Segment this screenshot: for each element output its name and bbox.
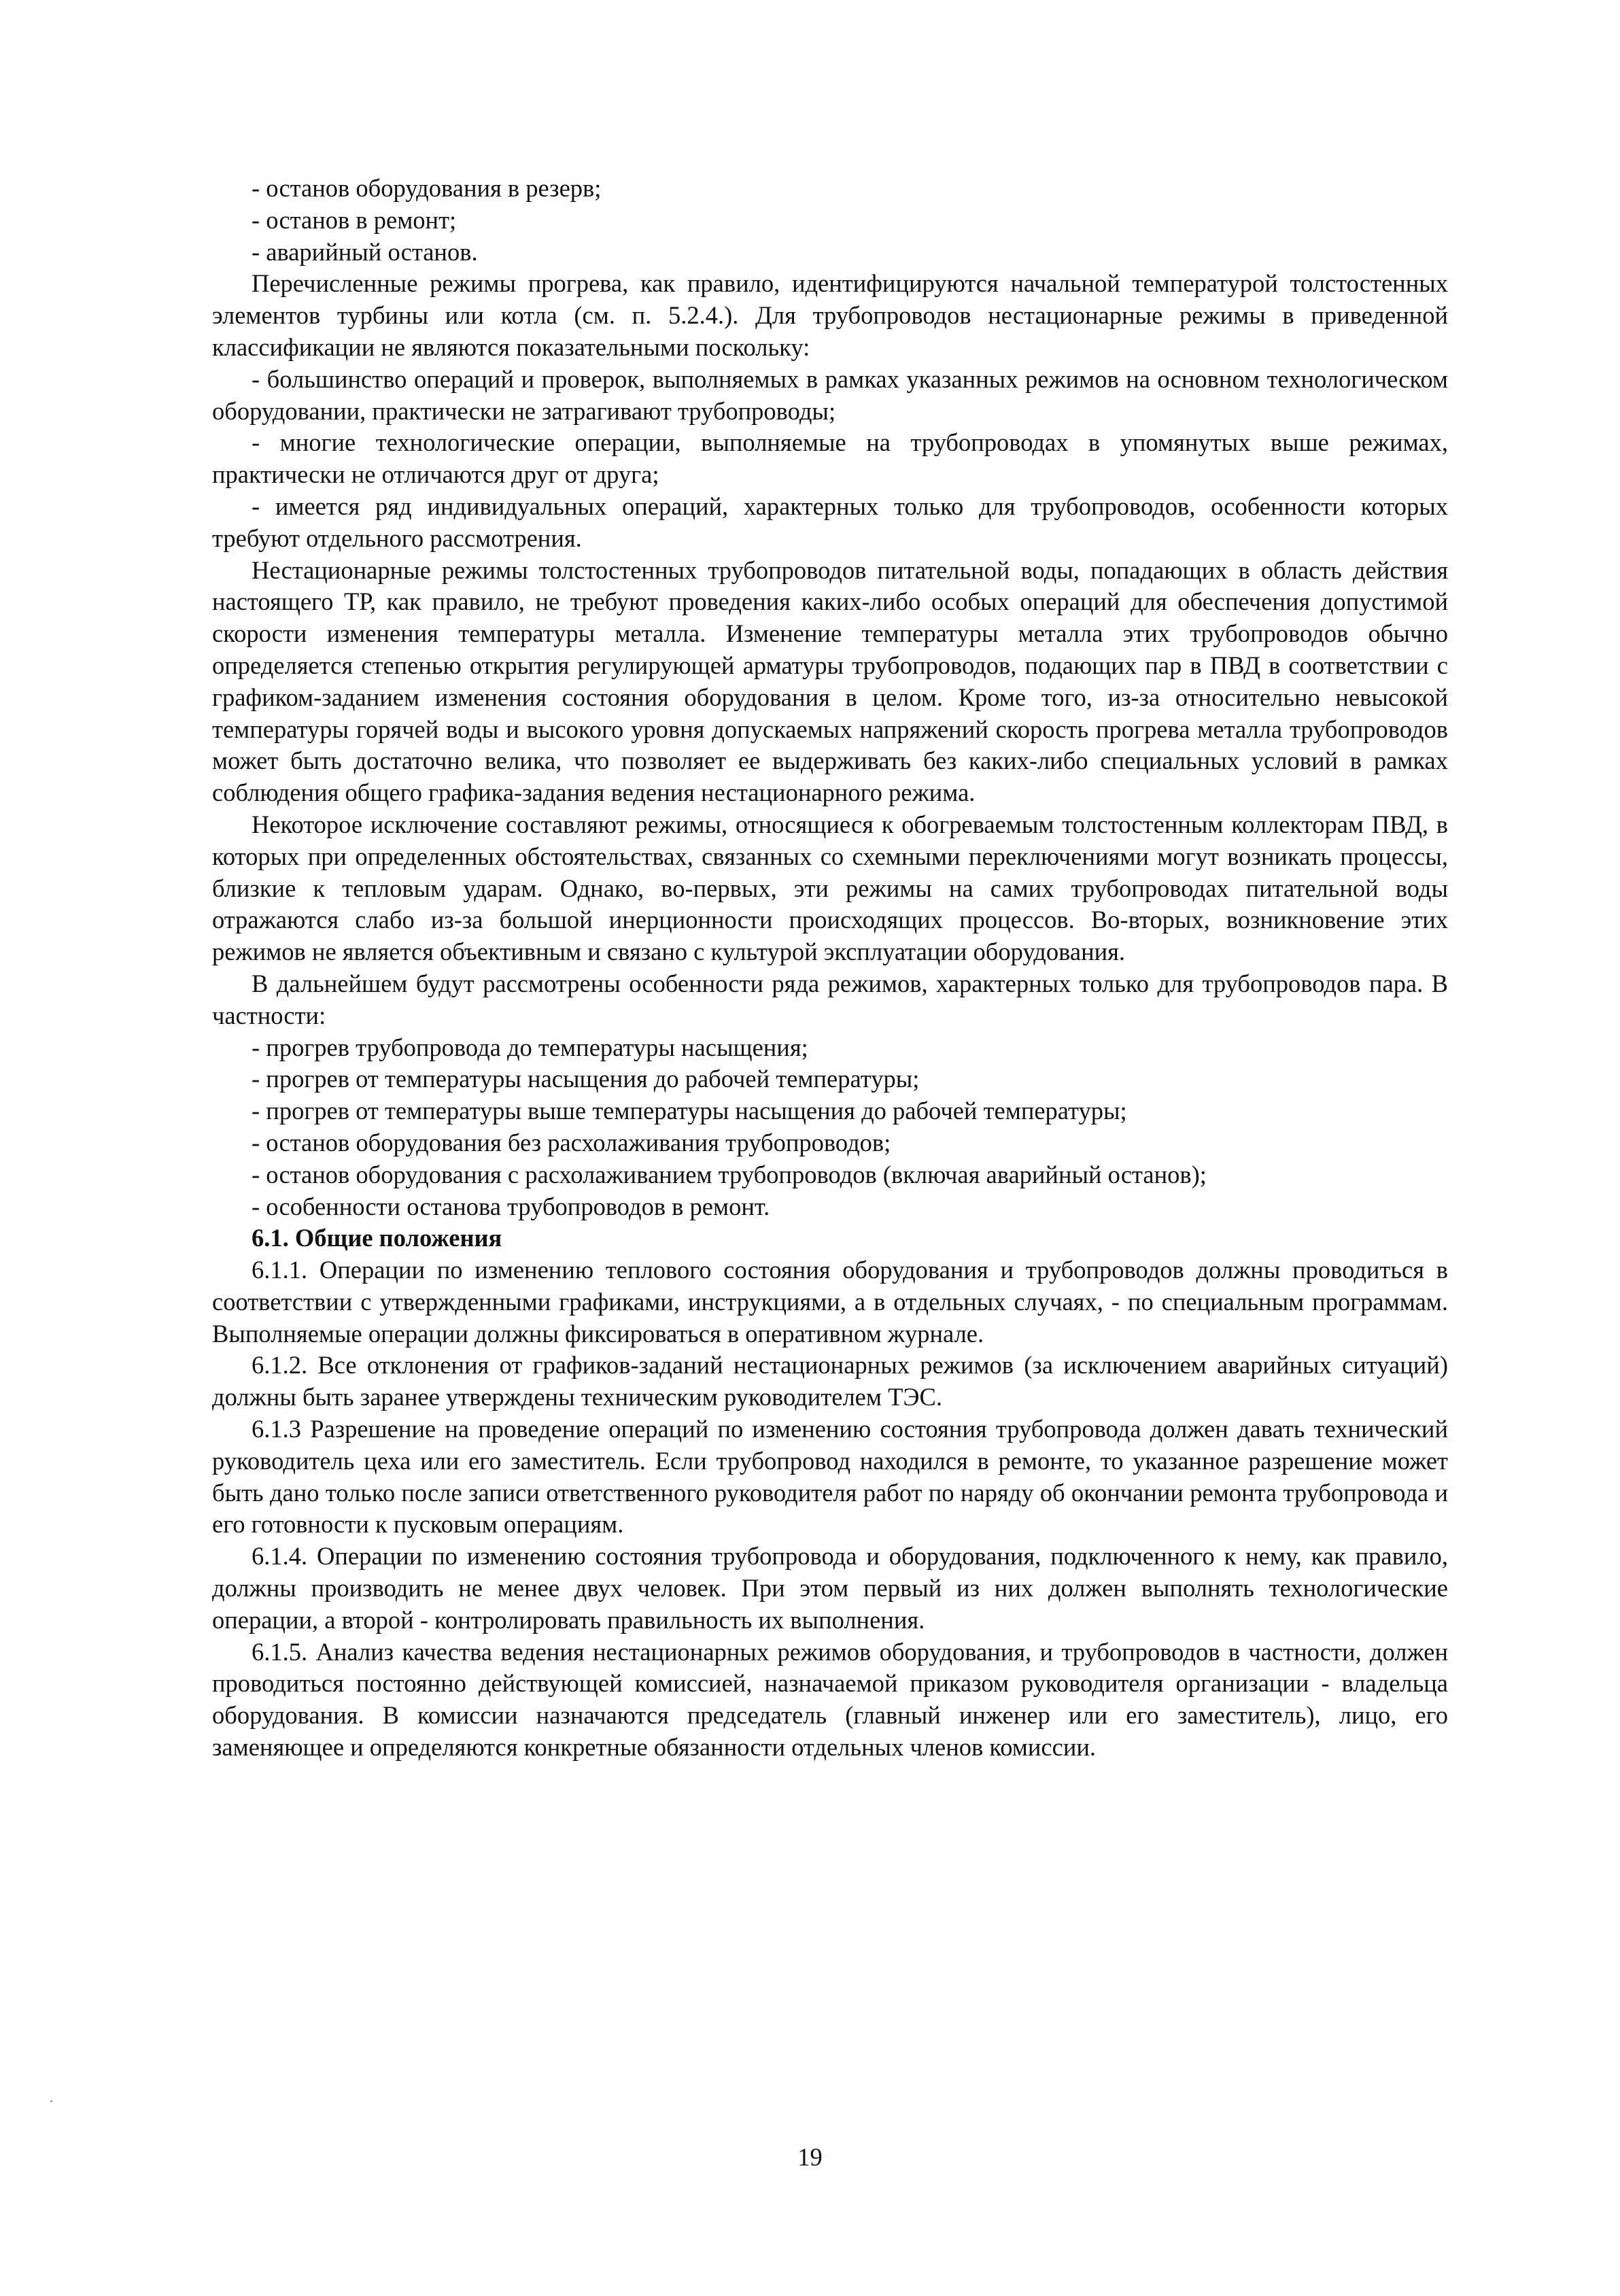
list-item: - имеется ряд индивидуальных операций, характерных только для трубопроводов, особенности которых требуют отдельного рассмотрения.: [212, 492, 1448, 552]
list-item: - большинство операций и проверок, выполняемых в рамках указанных режимов на основном технологическом оборудовании, практически не затрагивают трубопроводы;: [212, 364, 1448, 425]
list-item: - останов оборудования без расхолаживания трубопроводов;: [252, 1128, 891, 1156]
list-item: - останов оборудования с расхолаживанием трубопроводов (включая аварийный останов);: [252, 1160, 1207, 1188]
body-paragraph: Нестационарные режимы толстостенных трубопроводов питательной воды, попадающих в область действия настоящего ТР, как правило, не требуют проведения каких-либо особых операций для обеспечения допустимой скорости изменения температуры металла. Изменение температуры металла этих трубопроводов обычно определяется степенью открытия регулирующей арматуры трубопроводов, подающих пар в ПВД в соответствии с графиком-заданием изменения состояния оборудования в целом. Кроме того, из-за относительно невысокой температуры горячей воды и высокого уровня допускаемых напряжений скорость прогрева металла трубопроводов может быть достаточно велика, что позволяет ее выдерживать без каких-либо специальных условий в рамках соблюдения общего графика-задания ведения нестационарного режима.: [212, 555, 1448, 807]
body-paragraph: Перечисленные режимы прогрева, как правило, идентифицируются начальной температурой толстостенных элементов турбины или котла (см. п. 5.2.4.). Для трубопроводов нестационарные режимы в приведенной классификации не являются показательными поскольку:: [212, 269, 1448, 361]
list-item: - останов в ремонт;: [252, 205, 457, 234]
clause-paragraph: 6.1.4. Операции по изменению состояния трубопровода и оборудования, подключенного к нему, как правило, должны производить не менее двух человек. При этом первый из них должен выполнять технологические операции, а второй - контролировать правильность их выполнения.: [212, 1542, 1448, 1634]
clause-paragraph: 6.1.2. Все отклонения от графиков-заданий нестационарных режимов (за исключением аварийных ситуаций) должны быть заранее утверждены техническим руководителем ТЭС.: [212, 1351, 1448, 1411]
list-item: - прогрев от температуры выше температуры насыщения до рабочей температуры;: [252, 1097, 1127, 1125]
list-item: - прогрев от температуры насыщения до рабочей температуры;: [252, 1065, 920, 1093]
clause-paragraph: 6.1.3 Разрешение на проведение операций по изменению состояния трубопровода должен давать технический руководитель цеха или его заместитель. Если трубопровод находился в ремонте, то указанное разрешение может быть дано только после записи ответственного руководителя работ по наряду об окончании ремонта трубопровода и его готовности к пусковым операциям.: [212, 1415, 1448, 1539]
section-heading: 6.1. Общие положения: [252, 1224, 502, 1252]
list-item: - особенности останова трубопроводов в ремонт.: [252, 1192, 770, 1220]
scan-speck: [50, 2100, 52, 2102]
list-item: - останов оборудования в резерв;: [252, 174, 602, 202]
body-paragraph: Некоторое исключение составляют режимы, относящиеся к обогреваемым толстостенным коллекторам ПВД, в которых при определенных обстоятельствах, связанных со схемными переключениями могут возникать процессы, близкие к тепловым ударам. Однако, во-первых, эти режимы на самих трубопроводах питательной воды отражаются слабо из-за большой инерционности происходящих процессов. Во-вторых, возникновение этих режимов не является объективным и связано с культурой эксплуатации оборудования.: [212, 810, 1448, 966]
list-item: - аварийный останов.: [252, 237, 478, 266]
clause-paragraph: 6.1.1. Операции по изменению теплового состояния оборудования и трубопроводов должны проводиться в соответствии с утвержденными графиками, инструкциями, а в отдельных случаях, - по специальным программам. Выполняемые операции должны фиксироваться в оперативном журнале.: [212, 1256, 1448, 1348]
page-body: [212, 173, 1448, 1764]
body-paragraph: В дальнейшем будут рассмотрены особенности ряда режимов, характерных только для трубопроводов пара. В частности:: [212, 969, 1448, 1029]
list-item: - многие технологические операции, выполняемые на трубопроводах в упомянутых выше режимах, практически не отличаются друг от друга;: [212, 428, 1448, 489]
list-item: - прогрев трубопровода до температуры насыщения;: [252, 1033, 808, 1061]
page-number: 19: [797, 2143, 823, 2171]
clause-paragraph: 6.1.5. Анализ качества ведения нестационарных режимов оборудования, и трубопроводов в частности, должен проводиться постоянно действующей комиссией, назначаемой приказом руководителя организации - владельца оборудования. В комиссии назначаются председатель (главный инженер или его заместитель), лицо, его заменяющее и определяются конкретные обязанности отдельных членов комиссии.: [212, 1637, 1448, 1762]
